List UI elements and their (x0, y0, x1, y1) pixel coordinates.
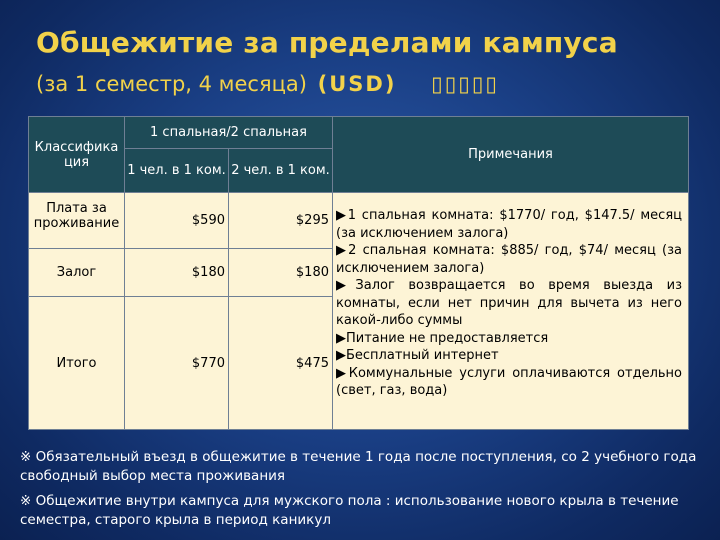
note-item: ▶Коммунальные услуги оплачиваются отдельно (свет, газ, вода) (336, 365, 682, 398)
header-notes: Примечания (333, 117, 689, 193)
header-single: 1 чел. в 1 ком. (125, 149, 229, 193)
cell-single: $770 (125, 297, 229, 430)
header-double: 2 чел. в 1 ком. (229, 149, 333, 193)
note-item: ▶2 спальная комната: $885/ год, $74/ месяц (за исключением залога) (336, 243, 682, 276)
cell-double: $295 (229, 193, 333, 249)
subtitle-unreadable-glyphs: ▯▯▯▯▯ (431, 72, 499, 96)
subtitle-period: (за 1 семестр, 4 месяца) (36, 72, 307, 96)
row-label: Залог (29, 249, 125, 297)
table-row-accommodation (29, 193, 689, 249)
cell-double: $475 (229, 297, 333, 430)
row-label: Итого (29, 297, 125, 430)
note-item: ▶Залог возвращается во время выезда из комнаты, если нет причин для вычета из него какой-либо суммы (336, 278, 682, 328)
row-label: Плата за проживание (29, 193, 125, 249)
subtitle-currency: (USD) (317, 72, 397, 96)
note-item: ▶Бесплатный интернет (336, 348, 499, 363)
note-item: ▶Питание не предоставляется (336, 330, 549, 346)
cell-single: $180 (125, 249, 229, 297)
footnotes (20, 448, 700, 536)
page-title: Общежитие за пределами кампуса (36, 26, 618, 59)
header-room-group: 1 спальная/2 спальная (125, 117, 333, 149)
header-category: Классифика ция (29, 117, 125, 193)
cell-double: $180 (229, 249, 333, 297)
page-subtitle (36, 72, 499, 96)
footnote: ※ Обязательный въезд в общежитие в течение 1 года после поступления, со 2 учебного года свободный выбор места проживания (20, 449, 697, 484)
dormitory-cost-table (28, 116, 689, 430)
cell-single: $590 (125, 193, 229, 249)
note-item: ▶1 спальная комната: $1770/ год, $147.5/ месяц (за исключением залога) (336, 208, 682, 241)
footnote: ※ Общежитие внутри кампуса для мужского пола : использование нового крыла в течение семестра, старого крыла в период каникул (20, 493, 679, 528)
notes-cell (333, 193, 689, 430)
